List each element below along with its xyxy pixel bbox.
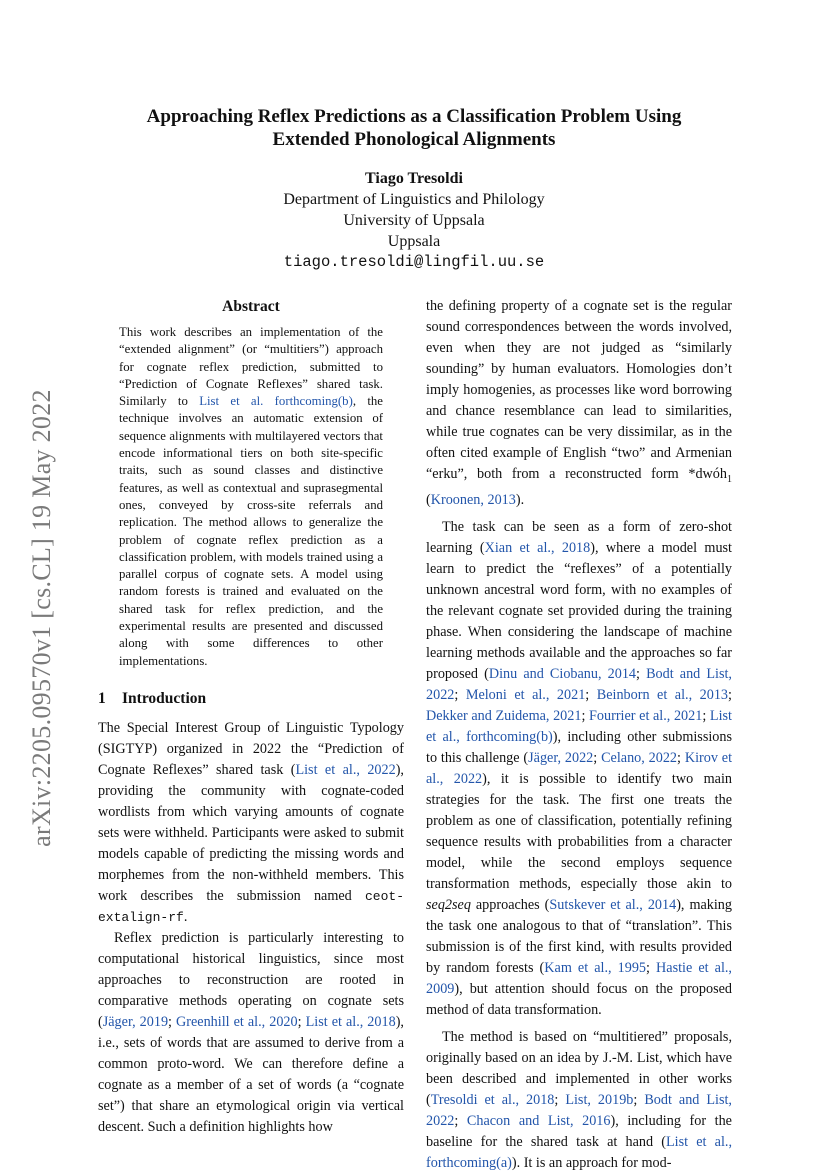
author-name: Tiago Tresoldi [365, 170, 463, 187]
citation-link[interactable]: List et al., 2018 [305, 1013, 396, 1030]
arxiv-sidebar-stamp [22, 355, 62, 880]
section-title: Introduction [122, 689, 207, 707]
intro-paragraph-1: The Special Interest Group of Linguistic Typology (SIGTYP) organized in 2022 the “Prediction of Cognate Reflexes” shared task (List et al., 2022), providing the community with cognate-coded wordlists from which varying amounts of cognate sets were withheld. Participants were asked to submit models capable of predicting the missing words and morphemes from the non-withheld members. This work describes the submission named ceot-extalign-rf. [98, 719, 404, 925]
body-paragraph-3: The method is based on “multitiered” proposals, originally based on an idea by J.-M. List, which have been described and implemented in other works (Tresoldi et al., 2018; List, 2019b; Bodt and List, 2022; Chacon and List, 2016), including for the baseline for the shared task at hand (List et al., forthcoming(a)). It is an approach for mod- [426, 1028, 732, 1171]
arxiv-id-text: arXiv:2205.09570v1 [cs.CL] 19 May 2022 [27, 388, 56, 847]
citation-link[interactable]: List et al. forthcoming(b) [199, 394, 353, 409]
body-paragraph-1: the defining property of a cognate set is the regular sound correspondences between the words involved, even when they are not judged as “similarly sounding” by human evaluators. Homologies don’t imply homogenies, as processes like word borrowing and chance resemblance can lead to similarities, while true cognates can be very dissimilar, as in the often cited example of English “two” and Armenian “erku”, both from a reconstructed form *dwóh$_1$ (Kroonen, 2013). [426, 298, 732, 508]
author-block [100, 168, 728, 273]
author-city: Uppsala [387, 233, 441, 250]
citation-link[interactable]: List et al., forthcoming(b) [426, 707, 732, 745]
citation-link[interactable]: Bodt and List, 2022 [426, 665, 732, 703]
citation-link[interactable]: Celano, 2022 [601, 749, 678, 766]
left-column [98, 296, 404, 1138]
citation-link[interactable]: List et al., 2022 [295, 761, 396, 778]
citation-link[interactable]: Dinu and Ciobanu, 2014 [488, 665, 637, 682]
author-university: University of Uppsala [343, 212, 485, 229]
body-paragraph-2: The task can be seen as a form of zero-shot learning (Xian et al., 2018), where a model must learn to predict the “reflexes” of a potentially unknown ancestral word form, with no examples of the relevant cognate set provided during the training phase. When considering the landscape of machine learning methods available and the approaches so far proposed (Dinu and Ciobanu, 2014; Bodt and List, 2022; Meloni et al., 2021; Beinborn et al., 2013; Dekker and Zuidema, 2021; Fourrier et al., 2021; List et al., forthcoming(b)), including other submissions to this challenge (Jäger, 2022; Celano, 2022; Kirov et al., 2022), it is possible to identify two main strategies for the task. The first one treats the problem as one of classification, potentially refining sequence results with probabilities from a character model, while the second employs sequence transformation methods, especially those akin to seq2seq approaches (Sutskever et al., 2014), making the task one analogous to that of “translation”. This submission is of the first kind, with results provided by random forests (Kam et al., 1995; Hastie et al., 2009), but attention should focus on the proposed method of data transformation. [426, 518, 733, 1018]
abstract-text: This work describes an implementation of the “extended alignment” (or “multitiers”) approach for cognate reflex prediction, submitted to “Prediction of Cognate Reflexes” shared task. Similarly to [119, 325, 383, 409]
citation-link[interactable]: Kroonen, 2013 [430, 491, 516, 508]
citation-link[interactable]: Hastie et al., 2009 [426, 959, 732, 997]
citation-link[interactable]: Kirov et al., 2022 [426, 749, 733, 787]
paper-title [100, 105, 728, 151]
abstract-heading: Abstract [222, 298, 280, 315]
citation-link[interactable]: Bodt and List, 2022 [426, 1091, 732, 1129]
citation-link[interactable]: Beinborn et al., 2013 [596, 686, 729, 703]
section-heading-introduction [98, 688, 404, 709]
intro-paragraph-2: Reflex prediction is particularly interesting to computational historical linguistics, since most approaches to reconstruction are rooted in comparative methods operating on cognate sets (Jäger, 2019; Greenhill et al., 2020; List et al., 2018), i.e., sets of words that are assumed to derive from a common proto-word. We can therefore define a cognate as a member of a set of words (a “cognate set”) that share an etymological origin via vertical descent. Such a definition highlights how [98, 929, 404, 1135]
author-department: Department of Linguistics and Philology [283, 191, 545, 208]
citation-link[interactable]: Jäger, 2019 [102, 1013, 169, 1030]
abstract-body [119, 324, 383, 670]
abstract-text: , the technique involves an automatic extension of sequence alignments with multilayered vectors that encode informational tiers on both site-specific traits, such as sound classes and distinctive features, as well as contextual and suprasegmental ones, conveyed by cross-site referrals and replication. The method allows to generalize the problem of cognate reflex prediction as a classification problem, with models trained using a parallel corpus of cognate sets. A model using random forests is trained and evaluated on the shared task for reflex prediction, and the experimental results are presented and discussed along with some differences to other implementations. [119, 394, 383, 668]
citation-link[interactable]: Jäger, 2022 [528, 749, 594, 766]
emphasis-seq2seq: seq2seq [426, 896, 471, 913]
subscript: 1 [727, 473, 732, 485]
title-line-2: Extended Phonological Alignments [272, 129, 556, 150]
citation-link[interactable]: Chacon and List, 2016 [466, 1112, 611, 1129]
citation-link[interactable]: List, 2019b [565, 1091, 634, 1108]
citation-link[interactable]: List et al., forthcoming(a) [426, 1133, 732, 1171]
citation-link[interactable]: Greenhill et al., 2020 [176, 1013, 298, 1030]
citation-link[interactable]: Sutskever et al., 2014 [549, 896, 677, 913]
title-line-1: Approaching Reflex Predictions as a Classification Problem Using [146, 106, 682, 127]
citation-link[interactable]: Kam et al., 1995 [544, 959, 647, 976]
citation-link[interactable]: Tresoldi et al., 2018 [430, 1091, 555, 1108]
citation-link[interactable]: Fourrier et al., 2021 [589, 707, 703, 724]
citation-link[interactable]: Meloni et al., 2021 [465, 686, 586, 703]
submission-name-code: ceot-extalign-rf [98, 888, 404, 925]
author-email: tiago.tresoldi@lingfil.uu.se [283, 253, 545, 271]
section-number: 1 [98, 689, 106, 707]
citation-link[interactable]: Dekker and Zuidema, 2021 [426, 707, 582, 724]
citation-link[interactable]: Xian et al., 2018 [484, 539, 591, 556]
right-column [426, 296, 732, 1174]
